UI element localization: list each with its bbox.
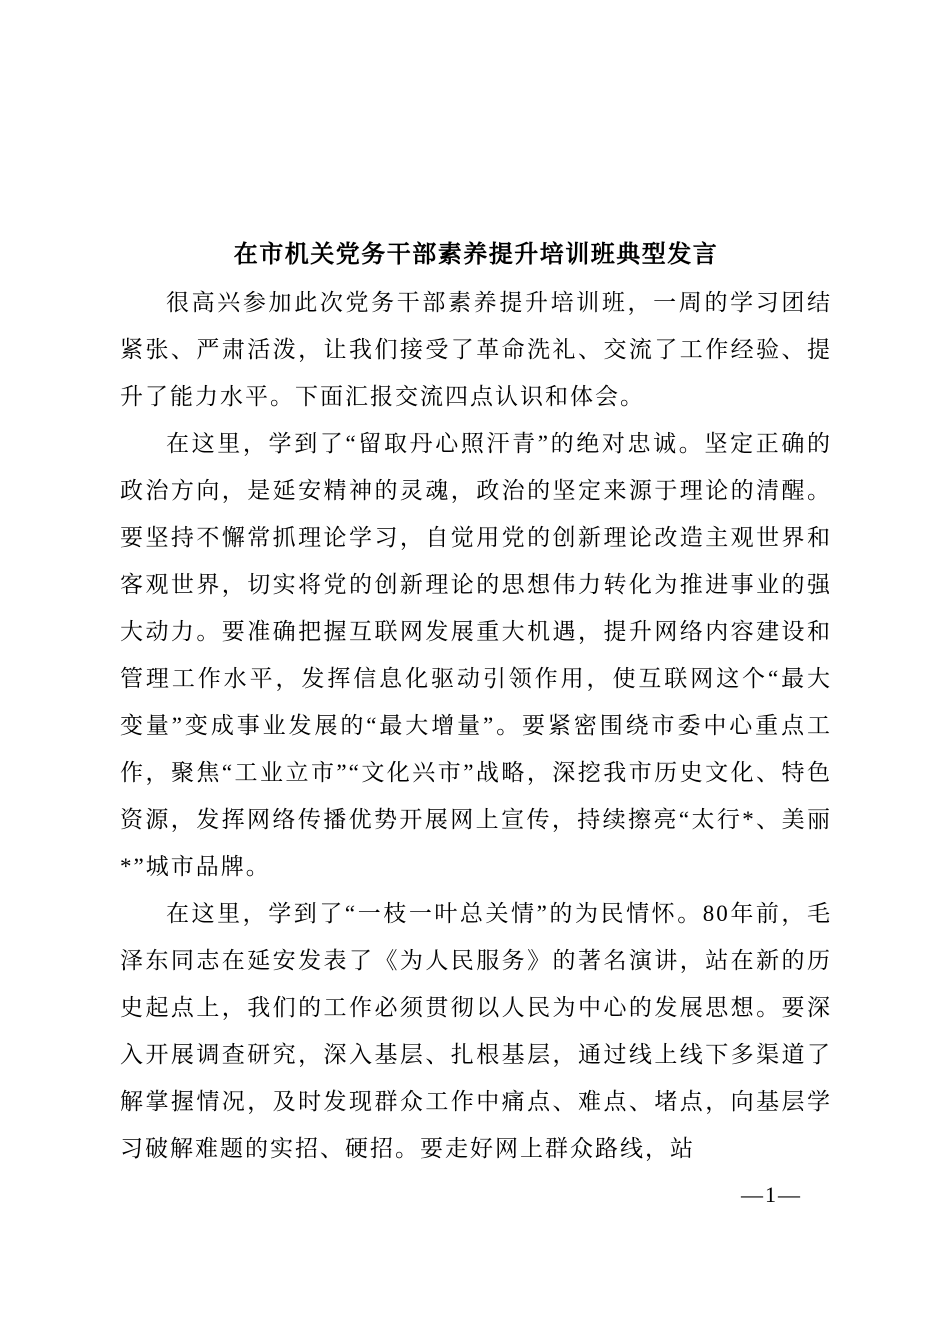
page-number: —1— [741, 1182, 802, 1207]
document-title: 在市机关党务干部素养提升培训班典型发言 [233, 242, 719, 268]
paragraph-intro: 很高兴参加此次党务干部素养提升培训班，一周的学习团结紧张、严肃活泼，让我们接受了革命洗礼、交流了工作经验、提升了能力水平。下面汇报交流四点认识和体会。 [120, 290, 832, 409]
document-content [120, 232, 832, 1172]
paragraph-loyalty: 在这里，学到了“留取丹心照汗青”的绝对忠诚。坚定正确的政治方向，是延安精神的灵魂，政治的坚定来源于理论的清醒。要坚持不懈常抓理论学习，自觉用党的创新理论改造主观世界和客观世界，切实将党的创新理论的思想伟力转化为推进事业的强大动力。要准确把握互联网发展重大机遇，提升网络内容建设和管理工作水平，发挥信息化驱动引领作用，使互联网这个“最大变量”变成事业发展的“最大增量”。要紧密围绕市委中心重点工作，聚焦“工业立市”“文化兴市”战略，深挖我市历史文化、特色资源，发挥网络传播优势开展网上宣传，持续擦亮“太行*、美丽*”城市品牌。 [120, 431, 832, 879]
paragraph-people: 在这里，学到了“一枝一叶总关情”的为民情怀。80年前，毛泽东同志在延安发表了《为人民服务》的著名演讲，站在新的历史起点上，我们的工作必须贯彻以人民为中心的发展思想。要深入开展调查研究，深入基层、扎根基层，通过线上线下多渠道了解掌握情况，及时发现群众工作中痛点、难点、堵点，向基层学习破解难题的实招、硬招。要走好网上群众路线，站 [120, 901, 832, 1161]
